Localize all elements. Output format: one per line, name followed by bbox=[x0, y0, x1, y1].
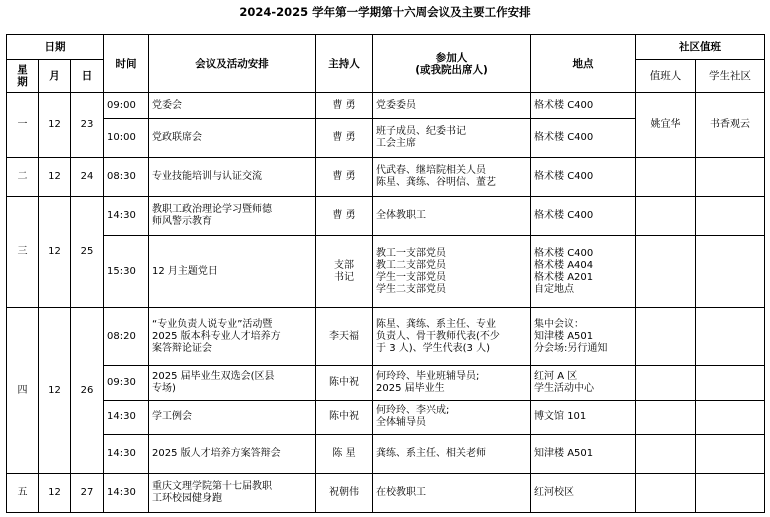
attendees-cell-line: 党委委员 bbox=[376, 99, 417, 111]
location-cell bbox=[531, 235, 636, 307]
host-cell bbox=[316, 308, 373, 366]
table-row bbox=[7, 400, 765, 435]
host-cell-line: 书记 bbox=[334, 271, 355, 283]
host-cell bbox=[316, 196, 373, 235]
host-cell bbox=[316, 365, 373, 400]
duty-cell bbox=[636, 196, 696, 235]
table-row bbox=[7, 93, 765, 119]
attendees-cell bbox=[373, 308, 531, 366]
schedule-table bbox=[6, 34, 765, 513]
activity-cell bbox=[149, 400, 316, 435]
table-row bbox=[7, 365, 765, 400]
activity-cell bbox=[149, 235, 316, 307]
host-cell bbox=[316, 435, 373, 474]
location-cell bbox=[531, 158, 636, 197]
time-cell: 14:30 bbox=[104, 435, 149, 474]
host-cell-line: 李天福 bbox=[329, 330, 360, 342]
attendees-cell-line: 在校教职工 bbox=[376, 487, 427, 499]
activity-cell-line: 学工例会 bbox=[152, 411, 193, 423]
activity-cell-line: 2025 版人才培养方案答辩会 bbox=[152, 448, 281, 460]
attendees-cell-line: 代武春、继培院相关人员 bbox=[376, 165, 487, 177]
attendees-cell bbox=[373, 158, 531, 197]
host-cell-line: 支部 bbox=[334, 259, 355, 271]
student-community-cell bbox=[696, 196, 765, 235]
student-community-cell bbox=[696, 474, 765, 513]
activity-cell-line: 教职工政治理论学习暨师德 bbox=[152, 203, 273, 215]
table-row bbox=[7, 435, 765, 474]
activity-cell-line: 工环校园健身跑 bbox=[152, 493, 223, 505]
activity-cell-line: 师风警示教育 bbox=[152, 215, 213, 227]
attendees-cell-line: 陈星、龚练、系主任、专业 bbox=[376, 318, 497, 330]
day-cell: 24 bbox=[71, 158, 104, 197]
header-weekday bbox=[7, 60, 39, 93]
day-cell: 25 bbox=[71, 196, 104, 307]
weekday-cell: 三 bbox=[7, 196, 39, 307]
host-cell bbox=[316, 119, 373, 158]
location-cell-line: 博文馆 101 bbox=[534, 411, 587, 423]
duty-cell bbox=[636, 365, 696, 400]
duty-cell bbox=[636, 308, 696, 366]
page-title: 2024-2025 学年第一学期第十六周会议及主要工作安排 bbox=[239, 5, 531, 19]
host-cell-line: 曹 勇 bbox=[332, 99, 356, 111]
location-cell-line: 格术楼 A201 bbox=[534, 271, 594, 283]
attendees-cell bbox=[373, 235, 531, 307]
header-community: 社区值班 bbox=[636, 35, 765, 60]
student-community-cell bbox=[696, 308, 765, 366]
activity-cell bbox=[149, 474, 316, 513]
attendees-cell bbox=[373, 474, 531, 513]
time-cell: 15:30 bbox=[104, 235, 149, 307]
attendees-cell-line: 负责人、骨干教师代表(不少 bbox=[376, 330, 500, 342]
time-cell: 14:30 bbox=[104, 474, 149, 513]
weekday-cell: 四 bbox=[7, 308, 39, 474]
activity-cell-line: 重庆文理学院第十七届教职 bbox=[152, 481, 273, 493]
location-cell-line: 红河 A 区 bbox=[534, 370, 578, 382]
attendees-cell-line: 学生一支部党员 bbox=[376, 271, 447, 283]
day-cell: 23 bbox=[71, 93, 104, 158]
duty-cell bbox=[636, 474, 696, 513]
host-cell bbox=[316, 158, 373, 197]
student-community-cell: 书香观云 bbox=[696, 93, 765, 158]
header-attendees-line: 参加人 bbox=[435, 51, 468, 64]
activity-cell bbox=[149, 119, 316, 158]
location-cell bbox=[531, 474, 636, 513]
activity-cell-line: 2025 版本科专业人才培养方 bbox=[152, 330, 281, 342]
header-student-community: 学生社区 bbox=[696, 60, 765, 93]
header-duty: 值班人 bbox=[636, 60, 696, 93]
activity-cell-line: 党政联席会 bbox=[152, 132, 203, 144]
month-cell: 12 bbox=[39, 196, 71, 307]
student-community-cell bbox=[696, 400, 765, 435]
host-cell-line: 陈中祝 bbox=[329, 411, 360, 423]
activity-cell bbox=[149, 196, 316, 235]
month-cell: 12 bbox=[39, 158, 71, 197]
activity-cell bbox=[149, 158, 316, 197]
location-cell-line: 自定地点 bbox=[534, 283, 575, 295]
student-community-cell bbox=[696, 365, 765, 400]
time-cell: 14:30 bbox=[104, 400, 149, 435]
activity-cell bbox=[149, 435, 316, 474]
header-weekday-line: 期 bbox=[17, 76, 28, 88]
time-cell: 10:00 bbox=[104, 119, 149, 158]
location-cell bbox=[531, 196, 636, 235]
header-host: 主持人 bbox=[316, 35, 373, 93]
host-cell bbox=[316, 400, 373, 435]
attendees-cell-line: 教工二支部党员 bbox=[376, 259, 447, 271]
location-cell-line: 格术楼 C400 bbox=[534, 171, 594, 183]
location-cell-line: 红河校区 bbox=[534, 487, 575, 499]
attendees-cell-line: 学生二支部党员 bbox=[376, 283, 447, 295]
location-cell-line: 格术楼 C400 bbox=[534, 209, 594, 221]
duty-cell bbox=[636, 400, 696, 435]
student-community-cell bbox=[696, 435, 765, 474]
schedule-body bbox=[7, 93, 765, 513]
day-cell: 26 bbox=[71, 308, 104, 474]
table-row bbox=[7, 196, 765, 235]
location-cell-line: 分会场:另行通知 bbox=[534, 342, 608, 354]
student-community-cell bbox=[696, 158, 765, 197]
table-row bbox=[7, 158, 765, 197]
header-activity: 会议及活动安排 bbox=[149, 35, 316, 93]
host-cell bbox=[316, 474, 373, 513]
time-cell: 14:30 bbox=[104, 196, 149, 235]
location-cell bbox=[531, 435, 636, 474]
attendees-cell-line: 全体教职工 bbox=[376, 209, 427, 221]
attendees-cell bbox=[373, 435, 531, 474]
weekday-cell: 一 bbox=[7, 93, 39, 158]
activity-cell bbox=[149, 308, 316, 366]
attendees-cell-line: 班子成员、纪委书记 bbox=[376, 126, 467, 138]
day-cell: 27 bbox=[71, 474, 104, 513]
attendees-cell bbox=[373, 119, 531, 158]
host-cell-line: 曹 勇 bbox=[332, 171, 356, 183]
attendees-cell-line: 龚练、系主任、相关老师 bbox=[376, 448, 487, 460]
time-cell: 08:30 bbox=[104, 158, 149, 197]
table-row bbox=[7, 308, 765, 366]
location-cell bbox=[531, 93, 636, 119]
attendees-cell bbox=[373, 400, 531, 435]
location-cell-line: 知津楼 A501 bbox=[534, 330, 594, 342]
attendees-cell-line: 教工一支部党员 bbox=[376, 247, 447, 259]
activity-cell-line: 2025 届毕业生双选会(区县 bbox=[152, 370, 275, 382]
location-cell-line: 格术楼 A404 bbox=[534, 259, 594, 271]
attendees-cell-line: 何玲玲、李兴成; bbox=[376, 405, 450, 417]
header-date: 日期 bbox=[7, 35, 104, 60]
activity-cell-line: 专业技能培训与认证交流 bbox=[152, 171, 263, 183]
attendees-cell-line: 何玲玲、毕业班辅导员; bbox=[376, 370, 480, 382]
location-cell bbox=[531, 308, 636, 366]
location-cell-line: 格术楼 C400 bbox=[534, 132, 594, 144]
attendees-cell-line: 全体辅导员 bbox=[376, 417, 427, 429]
duty-cell bbox=[636, 235, 696, 307]
duty-cell bbox=[636, 435, 696, 474]
table-row bbox=[7, 474, 765, 513]
host-cell-line: 曹 勇 bbox=[332, 132, 356, 144]
location-cell bbox=[531, 119, 636, 158]
time-cell: 08:20 bbox=[104, 308, 149, 366]
student-community-cell bbox=[696, 235, 765, 307]
header-attendees-line: (或我院出席人) bbox=[415, 63, 488, 76]
header-attendees bbox=[373, 35, 531, 93]
weekday-cell: 五 bbox=[7, 474, 39, 513]
duty-cell: 姚宜华 bbox=[636, 93, 696, 158]
activity-cell-line: 党委会 bbox=[152, 99, 183, 111]
attendees-cell-line: 陈星、龚练、谷明信、董艺 bbox=[376, 177, 497, 189]
attendees-cell bbox=[373, 196, 531, 235]
header-weekday-line: 星 bbox=[17, 64, 28, 76]
host-cell-line: 祝朝伟 bbox=[329, 487, 360, 499]
host-cell-line: 曹 勇 bbox=[332, 209, 356, 221]
month-cell: 12 bbox=[39, 474, 71, 513]
header-location: 地点 bbox=[531, 35, 636, 93]
location-cell-line: 格术楼 C400 bbox=[534, 247, 594, 259]
attendees-cell bbox=[373, 365, 531, 400]
header-time: 时间 bbox=[104, 35, 149, 93]
location-cell-line: 格术楼 C400 bbox=[534, 99, 594, 111]
time-cell: 09:30 bbox=[104, 365, 149, 400]
host-cell bbox=[316, 93, 373, 119]
location-cell-line: 集中会议： bbox=[534, 318, 585, 330]
attendees-cell-line: 于 3 人)、学生代表(3 人) bbox=[376, 342, 490, 354]
header-day: 日 bbox=[71, 60, 104, 93]
table-row bbox=[7, 235, 765, 307]
attendees-cell-line: 工会主席 bbox=[376, 138, 417, 150]
activity-cell-line: “专业负责人说专业”活动暨 bbox=[152, 318, 273, 330]
month-cell: 12 bbox=[39, 93, 71, 158]
activity-cell bbox=[149, 93, 316, 119]
duty-cell bbox=[636, 158, 696, 197]
location-cell-line: 学生活动中心 bbox=[534, 382, 595, 394]
activity-cell-line: 12 月主题党日 bbox=[152, 265, 218, 277]
activity-cell-line: 专场) bbox=[152, 382, 176, 394]
weekday-cell: 二 bbox=[7, 158, 39, 197]
location-cell bbox=[531, 365, 636, 400]
month-cell: 12 bbox=[39, 308, 71, 474]
activity-cell bbox=[149, 365, 316, 400]
location-cell bbox=[531, 400, 636, 435]
location-cell-line: 知津楼 A501 bbox=[534, 448, 594, 460]
host-cell-line: 陈中祝 bbox=[329, 376, 360, 388]
header-month: 月 bbox=[39, 60, 71, 93]
attendees-cell bbox=[373, 93, 531, 119]
time-cell: 09:00 bbox=[104, 93, 149, 119]
host-cell bbox=[316, 235, 373, 307]
host-cell-line: 陈 星 bbox=[332, 448, 356, 460]
attendees-cell-line: 2025 届毕业生 bbox=[376, 382, 445, 394]
activity-cell-line: 案答辩论证会 bbox=[152, 342, 213, 354]
